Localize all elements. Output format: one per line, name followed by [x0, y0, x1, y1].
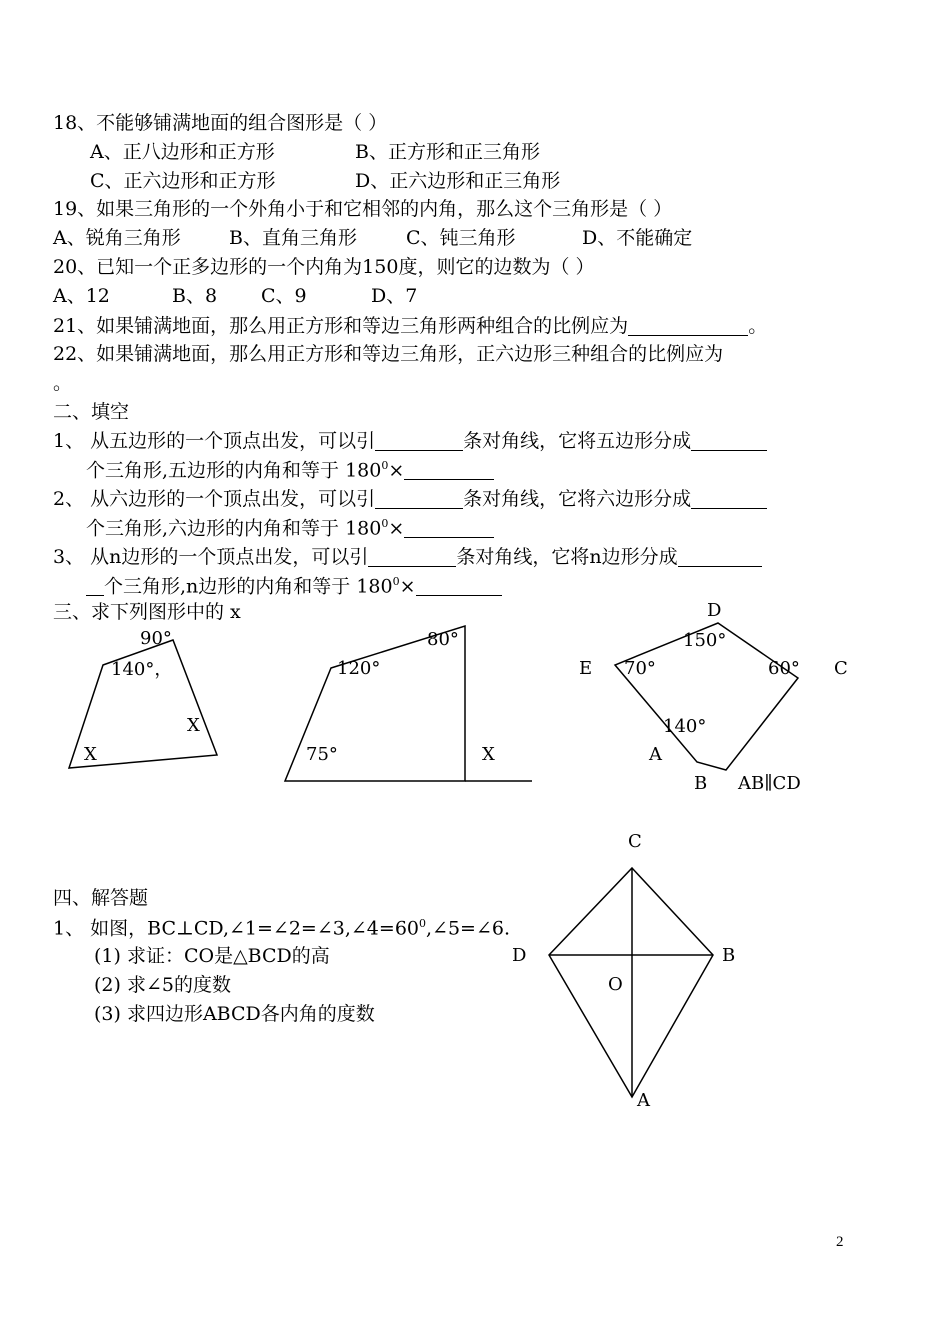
q21-text: 21、如果铺满地面，那么用正方形和等边三角形两种组合的比例应为 [53, 315, 629, 337]
section-4-title: 四、解答题 [53, 887, 149, 909]
q20-option-d: D、7 [371, 285, 418, 307]
fig4-center-o: O [608, 974, 623, 995]
fig2-x: X [482, 744, 495, 765]
q18-option-a: A、正八边形和正方形 [90, 141, 275, 163]
q19-option-d: D、不能确定 [582, 227, 693, 249]
q21-end: 。 [748, 315, 768, 337]
sec4-q1 [53, 918, 510, 938]
fig3-angle-70: 70° [624, 658, 656, 679]
fig1-angle-90: 90° [140, 628, 172, 649]
q22-text: 22、如果铺满地面，那么用正方形和等边三角形，正六边形三种组合的比例应为 [53, 343, 724, 365]
degree-sup: 0 [381, 459, 389, 472]
sec4-part-2: (2) 求∠5的度数 [94, 974, 231, 996]
fill-q2-part-c: 个三角形,六边形的内角和等于 180 [86, 517, 382, 540]
section-2-title: 二、填空 [53, 401, 130, 423]
fill-q3-part-c: 个三角形,n边形的内角和等于 180 [104, 575, 393, 598]
page-number: 2 [836, 1234, 844, 1250]
fig3-vertex-c: C [834, 658, 848, 679]
q18-stem: 18、不能够铺满地面的组合图形是（ ） [53, 112, 388, 134]
sec4-q1-text: 1、 如图，BC⊥CD,∠1=∠2=∠3,∠4=60 [53, 917, 419, 940]
fill-q2-part-a: 2、 从六边形的一个顶点出发，可以引 [53, 488, 376, 510]
fig1-angle-140: 140°， [111, 659, 173, 680]
fig2-angle-80: 80° [427, 629, 459, 650]
q20-option-c: C、9 [261, 285, 307, 307]
fill-q2-part-b: 条对角线，它将六边形分成 [463, 488, 692, 510]
fig4-vertex-c: C [628, 831, 642, 852]
sec4-part-3: (3) 求四边形ABCD各内角的度数 [94, 1003, 375, 1025]
sec4-part-1: (1) 求证：CO是△BCD的高 [94, 945, 330, 967]
degree-sup: 0 [419, 917, 426, 930]
fig3-vertex-b: B [694, 773, 708, 794]
fig1-x-left: X [84, 744, 97, 765]
fill-q1-part-b: 条对角线，它将五边形分成 [463, 430, 692, 452]
q18-option-b: B、正方形和正三角形 [355, 141, 540, 163]
figure-4-kite [549, 868, 713, 1097]
fig3-parallel-note: AB∥CD [738, 773, 801, 794]
section-3-title: 三、求下列图形中的 x [53, 601, 241, 623]
fig4-vertex-b: B [722, 945, 736, 966]
fig3-vertex-e: E [579, 658, 593, 679]
fill-q3-part-a: 3、 从n边形的一个顶点出发，可以引 [53, 546, 369, 568]
fig3-vertex-d: D [707, 600, 722, 621]
fig2-angle-75: 75° [306, 744, 338, 765]
fig3-vertex-a: A [649, 744, 662, 765]
q20-option-b: B、8 [172, 285, 218, 307]
fig4-vertex-a: A [637, 1090, 650, 1111]
fig4-vertex-d: D [512, 945, 527, 966]
degree-sup: 0 [381, 517, 389, 530]
fill-q1-part-a: 1、 从五边形的一个顶点出发，可以引 [53, 430, 376, 452]
q18-option-c: C、正六边形和正方形 [90, 170, 276, 192]
q20-option-a: A、12 [53, 285, 110, 307]
q22-end: 。 [53, 372, 73, 394]
fig1-x-right: X [187, 715, 200, 736]
sec4-q1-end: ,∠5=∠6. [426, 917, 511, 940]
times-sign: × [399, 575, 416, 598]
q20-stem: 20、已知一个正多边形的一个内角为150度，则它的边数为（ ） [53, 256, 595, 278]
fig3-angle-150: 150° [683, 630, 727, 651]
fill-q3-part-b: 条对角线，它将n边形分成 [456, 546, 678, 568]
fill-q1-part-c: 个三角形,五边形的内角和等于 180 [86, 459, 382, 482]
times-sign: × [388, 517, 405, 540]
fig2-angle-120: 120° [337, 658, 381, 679]
fig3-angle-140: 140° [663, 716, 707, 737]
fig3-angle-60: 60° [768, 658, 800, 679]
times-sign: × [388, 459, 405, 482]
q19-option-c: C、钝三角形 [406, 227, 516, 249]
q19-option-b: B、直角三角形 [229, 227, 357, 249]
q19-stem: 19、如果三角形的一个外角小于和它相邻的内角，那么这个三角形是（ ） [53, 198, 673, 220]
degree-sup: 0 [392, 575, 400, 588]
q18-option-d: D、正六边形和正三角形 [355, 170, 561, 192]
q19-option-a: A、锐角三角形 [53, 227, 181, 249]
